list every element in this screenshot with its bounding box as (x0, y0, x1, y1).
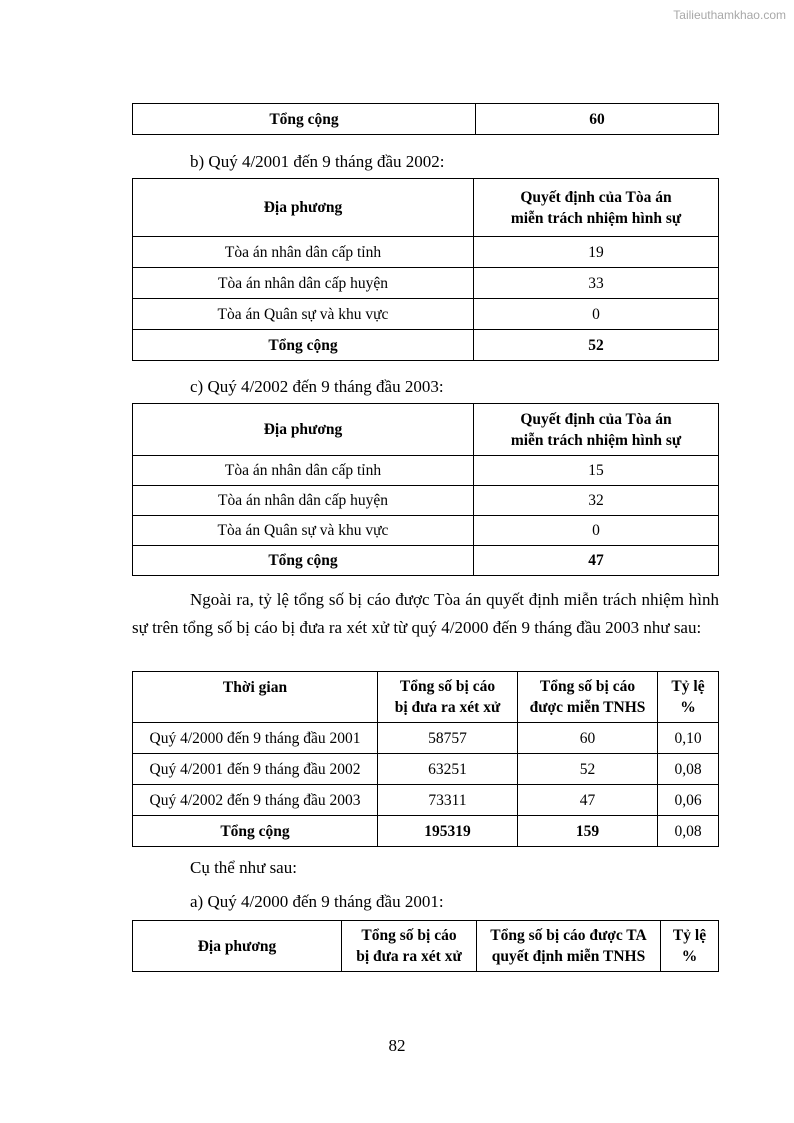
row-exempted: 47 (518, 785, 658, 816)
row-ratio: 0,10 (658, 723, 719, 754)
table-row (133, 486, 719, 516)
total-tried: 195319 (378, 816, 518, 847)
header-period: Thời gian (133, 672, 378, 723)
header-locality: Địa phương (133, 179, 474, 237)
table-row (133, 516, 719, 546)
row-exempted: 60 (518, 723, 658, 754)
header-decision (474, 179, 719, 237)
header-exempted-line1: Tổng số bị cáo được TA (490, 927, 647, 944)
header-tried (378, 672, 518, 723)
header-tried-line1: Tổng số bị cáo (399, 678, 496, 695)
row-value: 19 (474, 237, 719, 268)
header-decision-line2: miễn trách nhiệm hình sự (510, 431, 682, 449)
row-ratio: 0,06 (658, 785, 719, 816)
row-value: 15 (474, 456, 719, 486)
header-ratio-line2: % (680, 699, 696, 716)
header-decision-line1: Quyết định của Tòa án (520, 410, 672, 428)
row-tried: 63251 (378, 754, 518, 785)
header-ratio (658, 672, 719, 723)
row-ratio: 0,08 (658, 754, 719, 785)
table-header-row (133, 404, 719, 456)
table-header-row (133, 921, 719, 972)
page-number: 82 (388, 1036, 406, 1055)
row-exempted: 52 (518, 754, 658, 785)
row-label: Tòa án nhân dân cấp huyện (133, 486, 474, 516)
row-period: Quý 4/2001 đến 9 tháng đầu 2002 (133, 754, 378, 785)
header-tried-line2: bị đưa ra xét xử (394, 699, 501, 716)
header-exempted-line2: quyết định miễn TNHS (491, 948, 646, 965)
row-label: Tòa án nhân dân cấp huyện (133, 268, 474, 299)
row-label: Tòa án Quân sự và khu vực (133, 299, 474, 330)
section-b-heading: b) Quý 4/2001 đến 9 tháng đầu 2002: (190, 152, 445, 171)
table-header-row (133, 179, 719, 237)
body-paragraph (132, 586, 719, 641)
table-row (133, 299, 719, 330)
row-value: 0 (474, 299, 719, 330)
top-total-table (132, 103, 719, 135)
total-row (133, 330, 719, 361)
table-row (133, 723, 719, 754)
row-value: 0 (474, 516, 719, 546)
total-label: Tổng cộng (133, 104, 476, 135)
row-label: Tòa án nhân dân cấp tỉnh (133, 237, 474, 268)
section-c-table (132, 403, 719, 576)
row-label: Tòa án nhân dân cấp tỉnh (133, 456, 474, 486)
table-row (133, 754, 719, 785)
header-ratio-line2: % (681, 948, 698, 965)
section-a-table (132, 920, 719, 972)
section-c-heading: c) Quý 4/2002 đến 9 tháng đầu 2003: (190, 377, 444, 396)
row-label: Tòa án Quân sự và khu vực (133, 516, 474, 546)
row-tried: 58757 (378, 723, 518, 754)
total-value: 60 (476, 104, 719, 135)
header-exempted (477, 921, 661, 972)
header-exempted (518, 672, 658, 723)
header-decision-line2: miễn trách nhiệm hình sự (510, 209, 682, 227)
header-locality: Địa phương (133, 404, 474, 456)
row-value: 32 (474, 486, 719, 516)
header-tried (342, 921, 477, 972)
ratio-table (132, 671, 719, 847)
table-row (133, 268, 719, 299)
table-row (133, 785, 719, 816)
section-a-heading: a) Quý 4/2000 đến 9 tháng đầu 2001: (190, 892, 444, 911)
table-header-row (133, 672, 719, 723)
row-period: Quý 4/2000 đến 9 tháng đầu 2001 (133, 723, 378, 754)
row-period: Quý 4/2002 đến 9 tháng đầu 2003 (133, 785, 378, 816)
watermark: Tailieuthamkhao.com (673, 8, 786, 22)
total-label: Tổng cộng (133, 816, 378, 847)
total-row (133, 104, 719, 135)
header-ratio-line1: Tỷ lệ (672, 927, 707, 944)
row-tried: 73311 (378, 785, 518, 816)
table-row (133, 456, 719, 486)
total-label: Tổng cộng (133, 546, 474, 576)
header-decision-line1: Quyết định của Tòa án (520, 188, 672, 206)
total-value: 52 (474, 330, 719, 361)
specific-heading: Cụ thể như sau: (190, 858, 297, 877)
total-row (133, 546, 719, 576)
total-row (133, 816, 719, 847)
header-decision (474, 404, 719, 456)
header-ratio-line1: Tỷ lệ (671, 678, 705, 695)
header-exempted-line1: Tổng số bị cáo (539, 678, 636, 695)
total-label: Tổng cộng (133, 330, 474, 361)
total-ratio: 0,08 (658, 816, 719, 847)
header-locality: Địa phương (133, 921, 342, 972)
table-row (133, 237, 719, 268)
body-paragraph-text: Ngoài ra, tỷ lệ tổng số bị cáo được Tòa án quyết định miễn trách nhiệm hình sự trên tổng số bị cáo bị đưa ra xét xử từ quý 4/2000 đến 9 tháng đầu 2003 như sau: (132, 590, 719, 637)
header-ratio (661, 921, 719, 972)
header-tried-line1: Tổng số bị cáo (361, 927, 457, 944)
section-b-table (132, 178, 719, 361)
row-value: 33 (474, 268, 719, 299)
total-value: 47 (474, 546, 719, 576)
header-tried-line2: bị đưa ra xét xử (356, 948, 462, 965)
total-exempted: 159 (518, 816, 658, 847)
header-exempted-line2: được miễn TNHS (529, 699, 646, 716)
